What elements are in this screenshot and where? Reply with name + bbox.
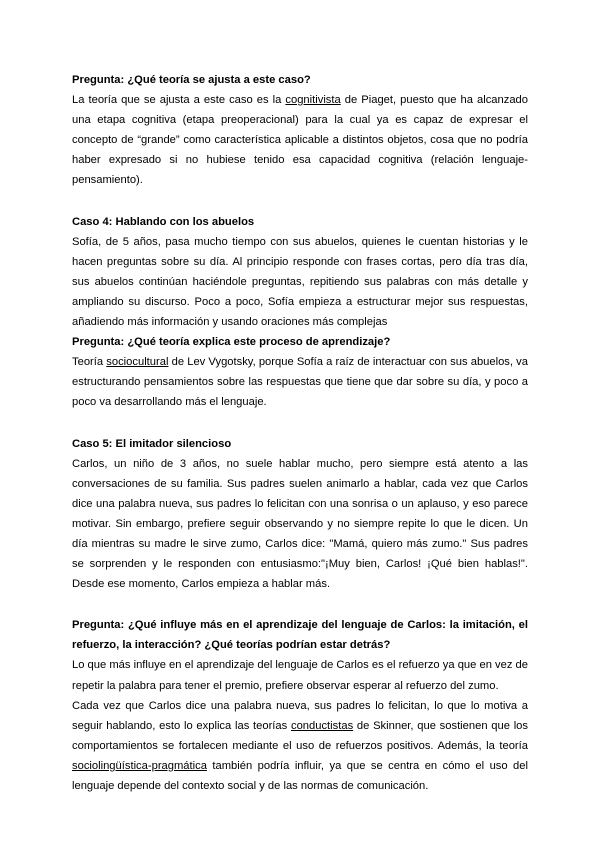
case5-answer-2-pre: Cada vez que Carlos dice una palabra nueva, sus padres lo felicitan, lo que lo motiva a seguir hablando, esto lo explica las teorías: [72, 699, 528, 732]
case4-answer: [72, 352, 528, 412]
term-cognitivista: cognitivista: [285, 94, 341, 107]
answer-intro-pre: La teoría que se ajusta a este caso es la: [72, 94, 286, 107]
case4-answer-post: de Lev Vygotsky, porque Sofía a raíz de interactuar con sus abuelos, va estructurando pensamientos sobre las respuestas que tiene que dar sobre su día, y poco a poco va desarrollando más el lenguaje.: [72, 356, 528, 409]
term-conductistas: conductistas: [290, 719, 354, 732]
section-gap: [72, 594, 528, 615]
document-page: [72, 70, 528, 796]
case4-text: Sofía, de 5 años, pasa mucho tiempo con sus abuelos, quienes le cuentan historias y le hacen preguntas sobre su día. Al principio responde con frases cortas, pero día tras día, sus abuelos continúan haciéndole preguntas, repitiendo sus palabras con más detalle y ampliando su discurso. Poco a poco, Sofía empieza a estructurar mejor sus respuestas, añadiendo más información y usando oraciones más complejas: [72, 235, 528, 329]
section-gap: [72, 413, 528, 434]
case5-question: Pregunta: ¿Qué influye más en el aprendizaje del lenguaje de Carlos: la imitación, el refuerzo, la interacción? ¿Qué teorías podrían estar detrás?: [72, 619, 528, 652]
case5-text: Carlos, un niño de 3 años, no suele hablar mucho, pero siempre está atento a las conversaciones de su familia. Sus padres suelen animarlo a hablar, cada vez que Carlos dice una palabra nueva, sus padres lo felicitan con una sonrisa o un aplauso, y eso parece motivar. Sin embargo, prefiere seguir observando y no siempre repite lo que le dicen. Un día mientras su madre le sirve zumo, Carlos dice: "Mamá, quiero más zumo." Sus padres se sorprenden y le responden con entusiasmo:"¡Muy bien, Carlos! ¡Qué bien hablas!". Desde ese momento, Carlos empieza a hablar más.: [72, 457, 528, 591]
section-gap: [72, 191, 528, 212]
case5-title: Caso 5: El imitador silencioso: [72, 437, 232, 450]
case4-answer-pre: Teoría: [72, 356, 107, 369]
case4-title: Caso 4: Hablando con los abuelos: [72, 215, 255, 228]
answer-intro-post: de Piaget, puesto que ha alcanzado una etapa cognitiva (etapa preoperacional) para la cual ya es capaz de expresar el concepto de “grande” como característica aplicable a distintos objetos, cosa que no podría haber expresado si no hubiese tenido esa capacidad cognitiva (relación lenguaje-pensamiento).: [72, 94, 528, 187]
case5-answer-2-mid: de Skinner, que sostienen que los comportamientos se fortalecen mediante el uso de refuerzos positivos. Además, la teoría: [72, 719, 528, 752]
term-sociocultural: sociocultural: [106, 356, 169, 369]
case5-answer-2-post: también podría influir, ya que se centra en cómo el uso del lenguaje depende del contexto social y de las normas de comunicación.: [72, 759, 528, 792]
term-sociolinguistica: sociolingüística-pragmática: [72, 759, 207, 772]
question-intro: Pregunta: ¿Qué teoría se ajusta a este caso?: [72, 74, 311, 86]
answer-intro: [72, 90, 528, 190]
case5-answer-2: [72, 696, 528, 796]
case4-question: Pregunta: ¿Qué teoría explica este proceso de aprendizaje?: [72, 336, 391, 349]
case5-answer-1: Lo que más influye en el aprendizaje del lenguaje de Carlos es el refuerzo ya que en vez de repetir la palabra para tener el premio, prefiere observar esperar al refuerzo del zumo.: [72, 659, 528, 692]
